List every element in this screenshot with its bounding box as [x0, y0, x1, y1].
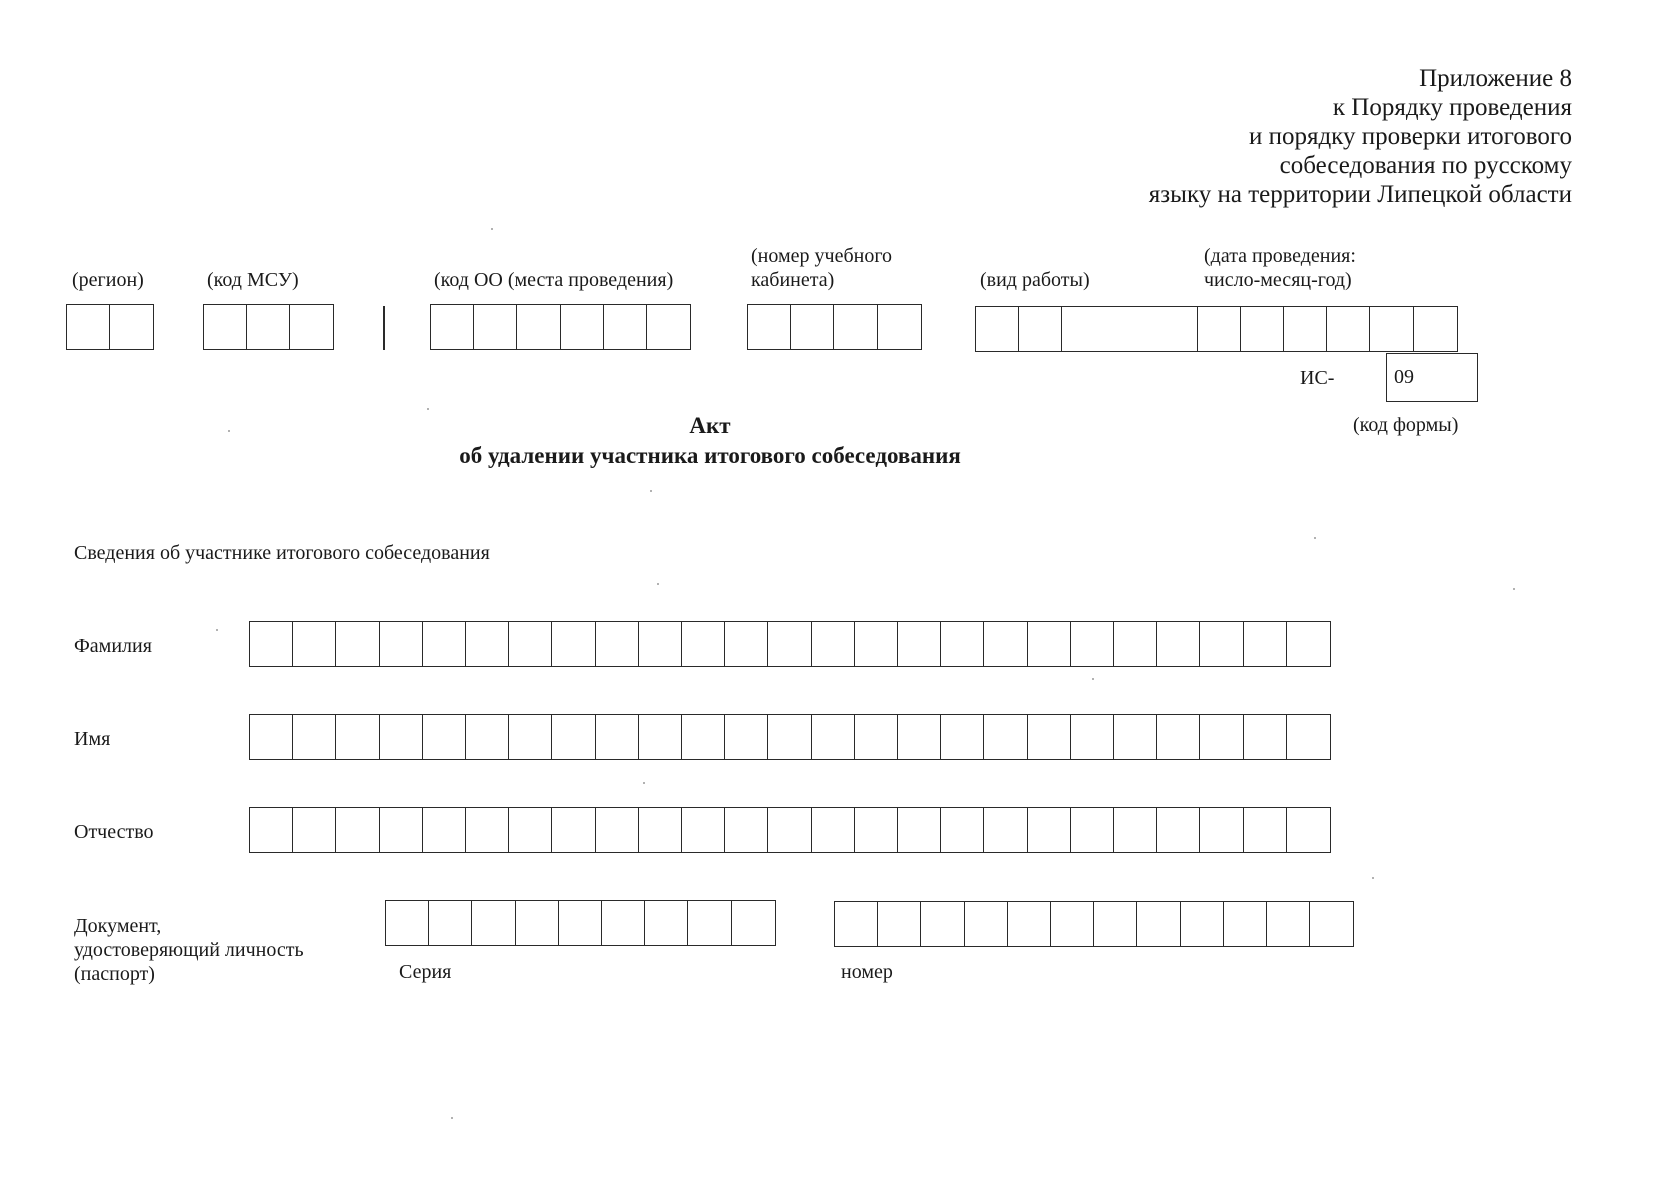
- patronymic-cell[interactable]: [897, 807, 942, 853]
- scan-speck: [228, 430, 230, 432]
- series-cell[interactable]: [558, 900, 603, 946]
- surname-cell[interactable]: [724, 621, 769, 667]
- region-cell[interactable]: [66, 304, 111, 350]
- surname-cell[interactable]: [1286, 621, 1331, 667]
- work-type-cell[interactable]: [1061, 306, 1198, 352]
- number-cell[interactable]: [920, 901, 965, 947]
- number-cell[interactable]: [1266, 901, 1311, 947]
- surname-cell[interactable]: [1199, 621, 1244, 667]
- patronymic-cell[interactable]: [983, 807, 1028, 853]
- number-cell[interactable]: [877, 901, 922, 947]
- patronymic-cell[interactable]: [1286, 807, 1331, 853]
- name-cell[interactable]: [1286, 714, 1331, 760]
- series-cell[interactable]: [601, 900, 646, 946]
- patronymic-cell[interactable]: [681, 807, 726, 853]
- separator-mark: [383, 306, 385, 350]
- surname-cell[interactable]: [1243, 621, 1288, 667]
- surname-cell[interactable]: [983, 621, 1028, 667]
- oo-label: (код ОО (места проведения): [434, 269, 674, 291]
- name-cell[interactable]: [422, 714, 467, 760]
- msu-cell[interactable]: [246, 304, 291, 350]
- room-boxes: [747, 304, 920, 350]
- name-cell[interactable]: [638, 714, 683, 760]
- patronymic-label: Отчество: [74, 821, 154, 843]
- form-code-prefix: ИС-: [1300, 367, 1335, 389]
- oo-cell[interactable]: [430, 304, 475, 350]
- patronymic-cell[interactable]: [249, 807, 294, 853]
- name-cell[interactable]: [1070, 714, 1115, 760]
- patronymic-cell[interactable]: [1156, 807, 1201, 853]
- room-label-line: (номер учебного: [751, 245, 893, 267]
- number-cell[interactable]: [1093, 901, 1138, 947]
- patronymic-cell[interactable]: [508, 807, 553, 853]
- surname-cell[interactable]: [379, 621, 424, 667]
- date-cell[interactable]: [1283, 306, 1328, 352]
- number-cell[interactable]: [964, 901, 1009, 947]
- scan-speck: [643, 782, 645, 784]
- msu-cell[interactable]: [289, 304, 334, 350]
- document-label-line: Документ,: [74, 915, 162, 937]
- patronymic-boxes: [249, 807, 1329, 853]
- name-cell[interactable]: [335, 714, 380, 760]
- scan-speck: [451, 1117, 453, 1119]
- patronymic-cell[interactable]: [811, 807, 856, 853]
- name-cell[interactable]: [854, 714, 899, 760]
- surname-cell[interactable]: [1070, 621, 1115, 667]
- appendix-line: к Порядку проведения: [1332, 94, 1572, 121]
- appendix-line: Приложение 8: [1419, 65, 1572, 92]
- name-cell[interactable]: [292, 714, 337, 760]
- name-cell[interactable]: [551, 714, 596, 760]
- name-cell[interactable]: [595, 714, 640, 760]
- surname-cell[interactable]: [465, 621, 510, 667]
- series-label: Серия: [399, 961, 452, 983]
- name-cell[interactable]: [983, 714, 1028, 760]
- number-cell[interactable]: [1309, 901, 1354, 947]
- name-cell[interactable]: [724, 714, 769, 760]
- patronymic-cell[interactable]: [724, 807, 769, 853]
- work-type-cell[interactable]: [1018, 306, 1063, 352]
- number-cell[interactable]: [1180, 901, 1225, 947]
- date-label-line: (дата проведения:: [1204, 245, 1356, 267]
- oo-boxes: [430, 304, 689, 350]
- patronymic-cell[interactable]: [379, 807, 424, 853]
- patronymic-cell[interactable]: [1199, 807, 1244, 853]
- name-cell[interactable]: [1113, 714, 1158, 760]
- patronymic-cell[interactable]: [422, 807, 467, 853]
- scan-speck: [216, 629, 218, 631]
- oo-cell[interactable]: [516, 304, 561, 350]
- surname-cell[interactable]: [551, 621, 596, 667]
- patronymic-cell[interactable]: [595, 807, 640, 853]
- date-cell[interactable]: [1197, 306, 1242, 352]
- name-boxes: [249, 714, 1329, 760]
- region-cell[interactable]: [109, 304, 154, 350]
- surname-cell[interactable]: [767, 621, 812, 667]
- surname-boxes: [249, 621, 1329, 667]
- appendix-line: и порядку проверки итогового: [1248, 123, 1572, 150]
- work-type-label: (вид работы): [980, 269, 1090, 291]
- section-heading: Сведения об участнике итогового собеседования: [74, 542, 490, 564]
- surname-cell[interactable]: [1156, 621, 1201, 667]
- number-cell[interactable]: [1007, 901, 1052, 947]
- name-cell[interactable]: [897, 714, 942, 760]
- room-cell[interactable]: [747, 304, 792, 350]
- name-cell[interactable]: [811, 714, 856, 760]
- series-cell[interactable]: [515, 900, 560, 946]
- name-cell[interactable]: [1243, 714, 1288, 760]
- room-label: [751, 244, 892, 292]
- document-label-line: удостоверяющий личность: [74, 939, 304, 961]
- number-boxes: [834, 901, 1352, 947]
- name-cell[interactable]: [1027, 714, 1072, 760]
- name-cell[interactable]: [465, 714, 510, 760]
- work-date-boxes: [975, 306, 1456, 352]
- form-code-box: 09: [1386, 353, 1478, 402]
- surname-label: Фамилия: [74, 635, 152, 657]
- scan-speck: [1314, 537, 1316, 539]
- surname-cell[interactable]: [681, 621, 726, 667]
- appendix-line: языку на территории Липецкой области: [1148, 181, 1572, 208]
- date-cell[interactable]: [1326, 306, 1371, 352]
- document-subtitle: об удалении участника итогового собеседования: [459, 443, 961, 468]
- room-cell[interactable]: [790, 304, 835, 350]
- region-label: (регион): [72, 269, 144, 291]
- name-cell[interactable]: [1156, 714, 1201, 760]
- patronymic-cell[interactable]: [335, 807, 380, 853]
- number-cell[interactable]: [1223, 901, 1268, 947]
- msu-cell[interactable]: [203, 304, 248, 350]
- oo-cell[interactable]: [603, 304, 648, 350]
- name-cell[interactable]: [940, 714, 985, 760]
- form-code-label: (код формы): [1353, 414, 1459, 436]
- name-cell[interactable]: [379, 714, 424, 760]
- patronymic-cell[interactable]: [551, 807, 596, 853]
- surname-cell[interactable]: [1027, 621, 1072, 667]
- surname-cell[interactable]: [638, 621, 683, 667]
- document-label: [74, 914, 304, 986]
- patronymic-cell[interactable]: [292, 807, 337, 853]
- patronymic-cell[interactable]: [940, 807, 985, 853]
- appendix-header: [972, 64, 1572, 209]
- date-cell[interactable]: [1240, 306, 1285, 352]
- date-label: [1204, 244, 1356, 292]
- surname-cell[interactable]: [1113, 621, 1158, 667]
- surname-cell[interactable]: [292, 621, 337, 667]
- scan-speck: [657, 583, 659, 585]
- patronymic-cell[interactable]: [1113, 807, 1158, 853]
- surname-cell[interactable]: [335, 621, 380, 667]
- room-label-line: кабинета): [751, 269, 835, 291]
- date-label-line: число-месяц-год): [1204, 269, 1352, 291]
- name-cell[interactable]: [508, 714, 553, 760]
- surname-cell[interactable]: [422, 621, 467, 667]
- series-boxes: [385, 900, 774, 946]
- number-cell[interactable]: [1050, 901, 1095, 947]
- number-cell[interactable]: [1136, 901, 1181, 947]
- surname-cell[interactable]: [940, 621, 985, 667]
- appendix-line: собеседования по русскому: [1279, 152, 1572, 179]
- scan-speck: [1372, 877, 1374, 879]
- date-cell[interactable]: [1369, 306, 1414, 352]
- name-cell[interactable]: [681, 714, 726, 760]
- surname-cell[interactable]: [897, 621, 942, 667]
- patronymic-cell[interactable]: [854, 807, 899, 853]
- series-cell[interactable]: [428, 900, 473, 946]
- patronymic-cell[interactable]: [1243, 807, 1288, 853]
- oo-cell[interactable]: [560, 304, 605, 350]
- name-label: Имя: [74, 728, 111, 750]
- series-cell[interactable]: [731, 900, 776, 946]
- patronymic-cell[interactable]: [1027, 807, 1072, 853]
- series-cell[interactable]: [471, 900, 516, 946]
- date-cell[interactable]: [1413, 306, 1458, 352]
- scan-speck: [427, 408, 429, 410]
- scan-speck: [1513, 588, 1515, 590]
- msu-boxes: [203, 304, 333, 350]
- oo-cell[interactable]: [473, 304, 518, 350]
- patronymic-cell[interactable]: [638, 807, 683, 853]
- document-title: Акт: [689, 413, 731, 438]
- document-label-line: (паспорт): [74, 963, 155, 985]
- series-cell[interactable]: [644, 900, 689, 946]
- patronymic-cell[interactable]: [767, 807, 812, 853]
- series-cell[interactable]: [687, 900, 732, 946]
- number-cell[interactable]: [834, 901, 879, 947]
- surname-cell[interactable]: [854, 621, 899, 667]
- room-cell[interactable]: [833, 304, 878, 350]
- number-label: номер: [841, 961, 893, 983]
- scan-speck: [1092, 678, 1094, 680]
- oo-cell[interactable]: [646, 304, 691, 350]
- surname-cell[interactable]: [508, 621, 553, 667]
- patronymic-cell[interactable]: [1070, 807, 1115, 853]
- name-cell[interactable]: [1199, 714, 1244, 760]
- msu-label: (код МСУ): [207, 269, 299, 291]
- name-cell[interactable]: [249, 714, 294, 760]
- scan-speck: [650, 490, 652, 492]
- surname-cell[interactable]: [811, 621, 856, 667]
- region-boxes: [66, 304, 152, 350]
- name-cell[interactable]: [767, 714, 812, 760]
- surname-cell[interactable]: [249, 621, 294, 667]
- room-cell[interactable]: [877, 304, 922, 350]
- work-type-cell[interactable]: [975, 306, 1020, 352]
- scan-speck: [491, 228, 493, 230]
- series-cell[interactable]: [385, 900, 430, 946]
- surname-cell[interactable]: [595, 621, 640, 667]
- patronymic-cell[interactable]: [465, 807, 510, 853]
